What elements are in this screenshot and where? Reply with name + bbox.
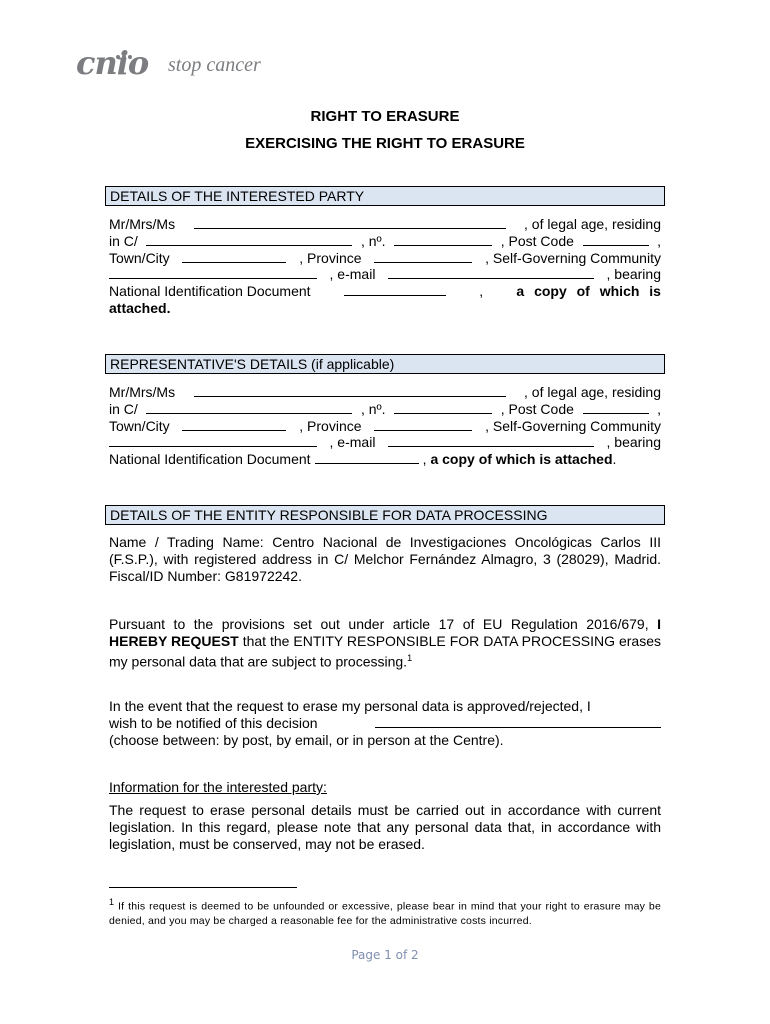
label-name: Mr/Mrs/Ms — [109, 384, 176, 400]
label-email: , e-mail — [329, 434, 376, 451]
period: . — [612, 451, 617, 468]
copy-attached-note: a copy of which is — [516, 283, 661, 300]
info-text: The request to erase personal details must be carried out in accordance with current legislation. In this regard, please note that any personal data that, in accordance with legislation, must be conserved, may not be erased. — [109, 802, 661, 852]
rep-email-field[interactable] — [388, 434, 594, 447]
label-legal-age: , of legal age, residing — [524, 216, 661, 232]
copy-attached-note: a copy of which is attached — [430, 451, 613, 468]
province-field[interactable] — [374, 250, 472, 263]
label-id-document: National Identification Document — [109, 451, 311, 468]
section-heading-interested-party: DETAILS OF THE INTERESTED PARTY — [105, 186, 665, 206]
notify-line-2 — [109, 715, 661, 732]
logo-word: cnio — [76, 44, 149, 82]
copy-attached-note-end: attached. — [109, 299, 171, 316]
comma: , — [657, 232, 661, 249]
footnote — [109, 895, 661, 928]
notification-method-field[interactable] — [375, 715, 661, 728]
label-number: , nº. — [360, 400, 386, 417]
footnote-mark: 1 — [109, 897, 115, 907]
request-bold: I HEREBY REQUEST — [109, 616, 661, 649]
rep-town-field[interactable] — [182, 418, 286, 431]
request-text-b: that the ENTITY RESPONSIBLE FOR DATA PROCESSING erases my personal data that are subject to processing. — [109, 633, 661, 670]
label-province: , Province — [299, 417, 362, 434]
label-town: Town/City — [109, 249, 170, 266]
info-heading: Information for the interested party: — [109, 779, 327, 795]
cnio-logo — [76, 44, 286, 88]
request-text-a: Pursuant to the provisions set out under article 17 of EU Regulation 2016/679, — [109, 616, 658, 632]
entity-details: Name / Trading Name: Centro Nacional de Investigaciones Oncológicas Carlos III (F.S.P.), with registered address in C/ Melchor Fernández Almagro, 3 (28029), Madrid. Fiscal/ID Number: G81972242. — [109, 534, 661, 584]
comma: , — [479, 283, 484, 300]
representative-fields — [109, 384, 661, 468]
street-field[interactable] — [146, 233, 352, 246]
rep-community-field[interactable] — [109, 434, 317, 447]
page-number: Page 1 of 2 — [351, 948, 419, 962]
label-bearing: , bearing — [606, 266, 661, 283]
label-town: Town/City — [109, 417, 170, 434]
footnote-divider — [109, 887, 297, 888]
town-field[interactable] — [182, 250, 286, 263]
interested-party-fields — [109, 216, 661, 317]
footnote-text: If this request is deemed to be unfounded or excessive, please bear in mind that your right to erasure may be denied, and you may be charged a reasonable fee for the administrative costs incurred. — [109, 900, 661, 927]
label-id-document: National Identification Document — [109, 283, 311, 300]
label-community: , Self-Governing Community — [485, 417, 661, 434]
email-field[interactable] — [388, 266, 594, 279]
comma: , — [422, 451, 427, 468]
footnote-ref: 1 — [407, 653, 413, 663]
notify-label: wish to be notified of this decision — [109, 715, 318, 731]
section-heading-entity: DETAILS OF THE ENTITY RESPONSIBLE FOR DATA PROCESSING — [105, 505, 665, 525]
label-post-code: , Post Code — [500, 400, 574, 417]
notify-line-3: (choose between: by post, by email, or in person at the Centre). — [109, 732, 504, 748]
section-heading-representative: REPRESENTATIVE'S DETAILS (if applicable) — [105, 354, 665, 374]
document-subtitle: EXERCISING THE RIGHT TO ERASURE — [245, 135, 525, 152]
community-field[interactable] — [109, 266, 317, 279]
rep-name-field[interactable] — [194, 384, 506, 397]
post-code-field[interactable] — [583, 233, 649, 246]
logo-tagline: stop cancer — [168, 54, 261, 76]
name-field[interactable] — [194, 216, 506, 229]
rep-street-field[interactable] — [146, 401, 352, 414]
label-name: Mr/Mrs/Ms — [109, 216, 176, 232]
label-community: , Self-Governing Community — [485, 249, 661, 266]
id-document-field[interactable] — [344, 283, 446, 296]
label-province: , Province — [299, 249, 362, 266]
label-street: in C/ — [109, 232, 138, 249]
erasure-request-paragraph — [109, 616, 661, 671]
number-field[interactable] — [394, 233, 492, 246]
label-post-code: , Post Code — [500, 232, 574, 249]
label-email: , e-mail — [329, 266, 376, 283]
rep-number-field[interactable] — [394, 401, 492, 414]
label-bearing: , bearing — [606, 434, 661, 451]
notification-paragraph — [109, 698, 661, 749]
notify-line-1: In the event that the request to erase my personal data is approved/rejected, I — [109, 698, 591, 714]
label-street: in C/ — [109, 400, 138, 417]
rep-post-code-field[interactable] — [583, 401, 649, 414]
label-legal-age: , of legal age, residing — [524, 384, 661, 400]
rep-id-document-field[interactable] — [315, 451, 419, 464]
rep-province-field[interactable] — [374, 418, 472, 431]
comma: , — [657, 400, 661, 417]
label-number: , nº. — [360, 232, 386, 249]
document-title: RIGHT TO ERASURE — [310, 108, 460, 125]
